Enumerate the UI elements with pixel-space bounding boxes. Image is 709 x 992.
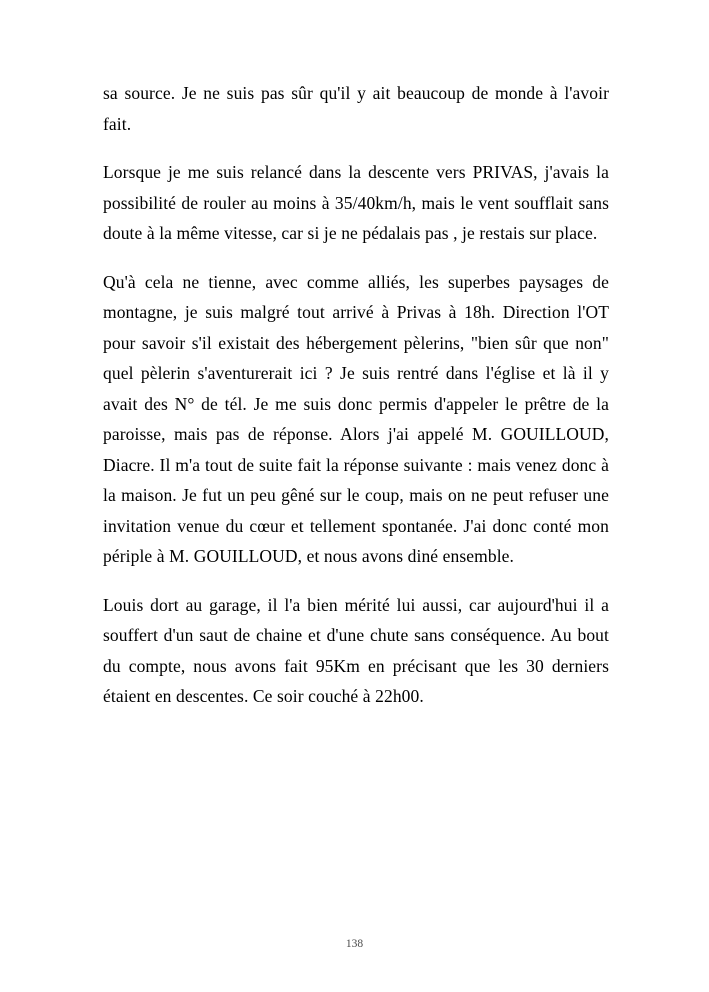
page-number: 138	[345, 938, 364, 950]
paragraph: sa source. Je ne suis pas sûr qu'il y ait beaucoup de monde à l'avoir fait.	[103, 83, 609, 134]
document-body	[103, 78, 609, 712]
paragraph: Louis dort au garage, il l'a bien mérité lui aussi, car aujourd'hui il a souffert d'un saut de chaine et d'une chute sans conséquence. Au bout du compte, nous avons fait 95Km en précisant que les 30 derniers étaient en descentes. Ce soir couché à 22h00.	[103, 594, 609, 706]
paragraph: Qu'à cela ne tienne, avec comme alliés, les superbes paysages de montagne, je suis malgré tout arrivé à Privas à 18h. Direction l'OT pour savoir s'il existait des hébergement pèlerins, "bien sûr que non" quel pèlerin s'aventurerait ici ? Je suis rentré dans l'église et là il y avait des N° de tél. Je me suis donc permis d'appeler le prêtre de la paroisse, mais pas de réponse. Alors j'ai appelé M. GOUILLOUD, Diacre. Il m'a tout de suite fait la réponse suivante : mais venez donc à la maison. Je fut un peu gêné sur le coup, mais on ne peut refuser une invitation venue du cœur et tellement spontanée. J'ai donc conté mon périple à M. GOUILLOUD, et nous avons diné ensemble.	[103, 271, 609, 566]
paragraph: Lorsque je me suis relancé dans la descente vers PRIVAS, j'avais la possibilité de rouler au moins à 35/40km/h, mais le vent soufflait sans doute à la même vitesse, car si je ne pédalais pas , je restais sur place.	[103, 162, 609, 243]
